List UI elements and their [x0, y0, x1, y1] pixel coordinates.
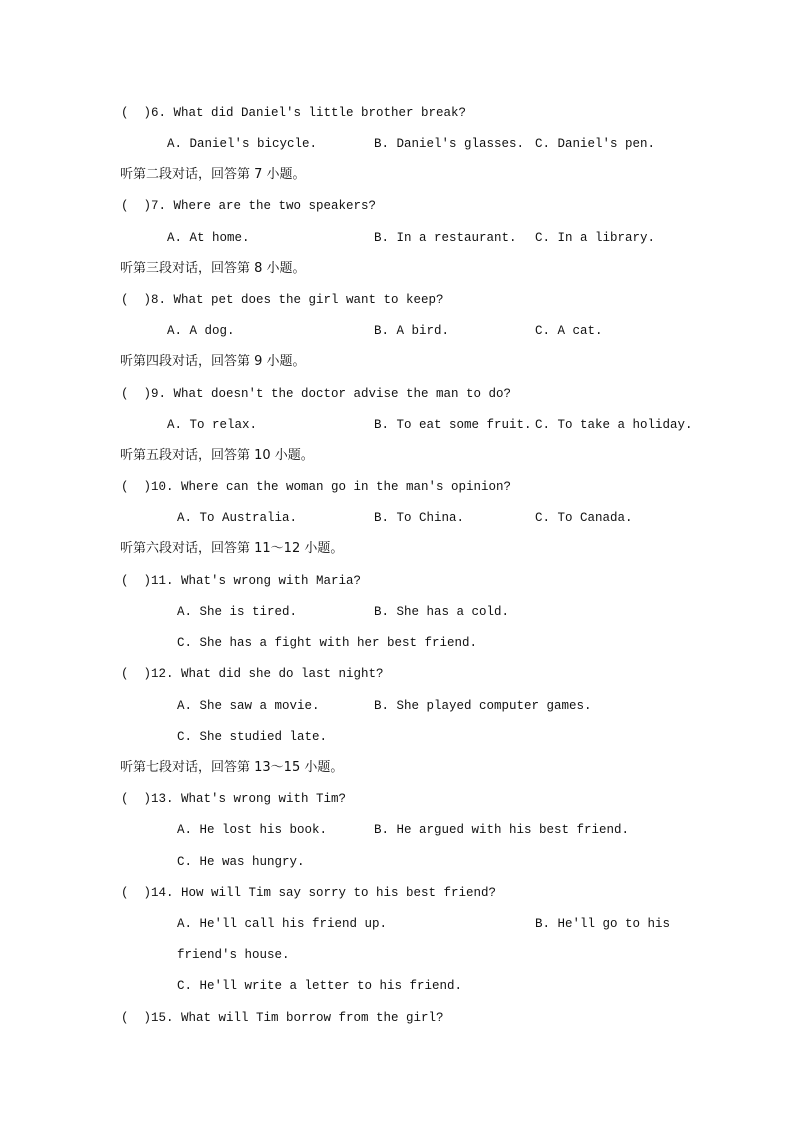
q8-option-c: C. A cat.: [535, 324, 603, 338]
question-7: ( )7. Where are the two speakers?: [121, 199, 377, 213]
q6-option-c: C. Daniel's pen.: [535, 137, 656, 151]
q14-option-b-continued: friend's house.: [177, 948, 290, 962]
question-13: ( )13. What's wrong with Tim?: [121, 792, 347, 806]
q13-option-b: B. He argued with his best friend.: [374, 823, 630, 837]
section-6-instruction: 听第六段对话，回答第 11～12 小题。: [120, 541, 344, 556]
q14-option-b: B. He'll go to his: [535, 917, 671, 931]
q13-option-c: C. He was hungry.: [177, 855, 305, 869]
question-10: ( )10. Where can the woman go in the man's opinion?: [121, 480, 512, 494]
question-14: ( )14. How will Tim say sorry to his best friend?: [121, 886, 497, 900]
q6-option-b: B. Daniel's glasses.: [374, 137, 525, 151]
q7-option-b: B. In a restaurant.: [374, 231, 517, 245]
q13-option-a: A. He lost his book.: [177, 823, 328, 837]
question-12: ( )12. What did she do last night?: [121, 667, 384, 681]
q11-option-b: B. She has a cold.: [374, 605, 510, 619]
section-5-instruction: 听第五段对话，回答第 10 小题。: [120, 448, 314, 463]
q8-option-a: A. A dog.: [167, 324, 235, 338]
q8-option-b: B. A bird.: [374, 324, 450, 338]
q10-option-a: A. To Australia.: [177, 511, 298, 525]
q10-option-b: B. To China.: [374, 511, 465, 525]
section-7-instruction: 听第七段对话，回答第 13～15 小题。: [120, 760, 344, 775]
q9-option-a: A. To relax.: [167, 418, 258, 432]
q7-option-c: C. In a library.: [535, 231, 656, 245]
q9-option-b: B. To eat some fruit.: [374, 418, 532, 432]
q12-option-c: C. She studied late.: [177, 730, 328, 744]
question-15: ( )15. What will Tim borrow from the girl?: [121, 1011, 444, 1025]
q11-option-c: C. She has a fight with her best friend.: [177, 636, 478, 650]
question-9: ( )9. What doesn't the doctor advise the man to do?: [121, 387, 512, 401]
q11-option-a: A. She is tired.: [177, 605, 298, 619]
section-3-instruction: 听第三段对话，回答第 8 小题。: [120, 261, 306, 276]
question-11: ( )11. What's wrong with Maria?: [121, 574, 362, 588]
q10-option-c: C. To Canada.: [535, 511, 633, 525]
question-8: ( )8. What pet does the girl want to keep?: [121, 293, 444, 307]
q14-option-a: A. He'll call his friend up.: [177, 917, 388, 931]
q7-option-a: A. At home.: [167, 231, 250, 245]
q6-option-a: A. Daniel's bicycle.: [167, 137, 318, 151]
q14-option-c: C. He'll write a letter to his friend.: [177, 979, 463, 993]
section-4-instruction: 听第四段对话，回答第 9 小题。: [120, 354, 306, 369]
section-2-instruction: 听第二段对话，回答第 7 小题。: [120, 167, 306, 182]
q9-option-c: C. To take a holiday.: [535, 418, 693, 432]
q12-option-a: A. She saw a movie.: [177, 699, 320, 713]
question-6: ( )6. What did Daniel's little brother break?: [121, 106, 467, 120]
q12-option-b: B. She played computer games.: [374, 699, 592, 713]
